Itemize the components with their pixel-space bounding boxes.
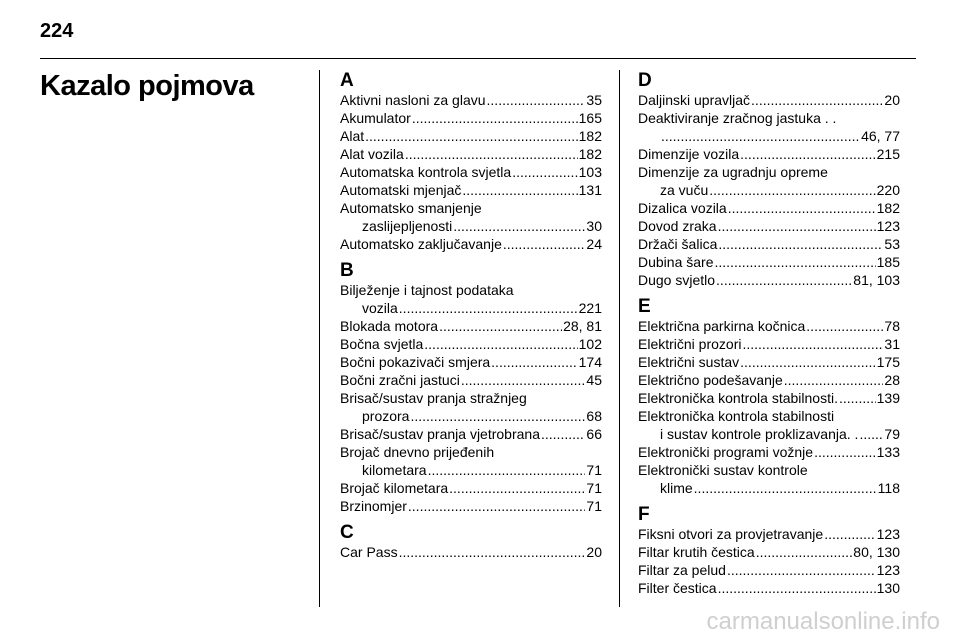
index-entry [638,543,900,561]
index-entry-term: Filter čestica [638,580,717,596]
index-entry-term: Dimenzije vozila [638,146,740,162]
index-entry-term: zaslijepljenosti [362,218,453,234]
index-page-ref: 35 [586,92,602,108]
leader-dots [694,479,877,497]
index-page-ref: 31 [884,336,900,352]
index-page-ref: 20 [884,92,900,108]
index-page-ref: 165 [578,110,602,126]
index-entry-term: Dimenzije za ugradnju opreme [638,164,828,180]
index-entry-row [340,371,602,389]
index-entry-term: Filtar za pelud [638,562,726,578]
index-entry-term: Dubina šare [638,254,714,270]
index-page-ref: 103 [578,164,602,180]
index-page-ref: 20 [586,544,602,560]
index-page-ref: 175 [876,354,900,370]
leader-dots [709,181,875,199]
leader-dots [512,163,577,181]
index-entry-term: vozila [362,300,398,316]
index-page-ref: 24 [586,236,602,252]
index-page-ref: 53 [884,236,900,252]
index-column-1 [340,71,602,569]
index-entry-term: za vuču [660,182,709,198]
index-entry-term: Alat vozila [340,146,404,162]
index-entry [638,317,900,335]
index-entry-row [638,443,900,461]
index-page-ref: 123 [876,218,900,234]
index-entry-row [340,127,602,145]
leader-dots [728,199,876,217]
index-letter-group [340,261,602,515]
index-entry-row [638,543,900,561]
index-page-ref: 66 [586,426,602,442]
index-entry [340,353,602,371]
leader-dots [439,317,562,335]
index-page-ref: 45 [586,372,602,388]
index-entry-row [638,389,900,407]
index-entry-row [340,407,602,425]
index-entry-term: Brojač kilometara [340,480,449,496]
index-entry-row [638,271,900,289]
index-entry-term: Daljinski upravljač [638,92,751,108]
index-entry-term: Električni prozori [638,336,742,352]
index-entry [340,145,602,163]
index-entry-term: Bočni pokazivači smjera [340,354,491,370]
index-entry [340,127,602,145]
index-entry-term: prozora [362,408,410,424]
leader-dots [491,353,577,371]
index-page-ref: 28 [884,372,900,388]
index-entry-row [340,479,602,497]
index-page-ref: 131 [578,182,602,198]
index-entry [638,235,900,253]
index-entry-term: Filtar krutih čestica [638,544,755,560]
index-page-ref: 30 [586,218,602,234]
leader-dots [859,425,883,443]
leader-dots [408,497,586,515]
leader-dots [410,407,585,425]
index-page-ref: 123 [876,562,900,578]
leader-dots [412,109,578,127]
index-page-ref: 78 [884,318,900,334]
index-entry-row [340,181,602,199]
index-page-ref: 28, 81 [563,318,602,334]
index-entry-row [340,299,602,317]
leader-dots [365,127,578,145]
index-entry-row [638,317,900,335]
index-entry [340,371,602,389]
index-letter: B [340,260,354,281]
index-entry [340,109,602,127]
index-entry [340,91,602,109]
index-letter: C [340,522,354,543]
index-letter: D [638,70,652,91]
leader-dots [740,145,875,163]
index-column-2 [638,71,900,605]
index-entry-term: Bočni zračni jastuci [340,372,460,388]
index-page-ref: 71 [586,462,602,478]
index-page-ref: 123 [876,526,900,542]
index-entry-row [638,217,900,235]
leader-dots [718,579,876,597]
index-entry [340,199,602,235]
index-entry [638,91,900,109]
index-entry-row [638,479,900,497]
index-letter: F [638,504,650,525]
leader-dots [718,217,876,235]
leader-dots [462,181,577,199]
index-page-ref: 79 [884,426,900,442]
leader-dots [487,91,586,109]
index-entry [638,109,900,145]
index-entry-row [340,497,602,515]
leader-dots [715,253,876,271]
index-page-ref: 182 [578,128,602,144]
index-entry-term: Car Pass [340,544,398,560]
index-entry [340,425,602,443]
leader-dots [740,353,875,371]
index-entry-row [638,127,900,145]
index-entry [638,443,900,461]
index-entry-term: i sustav kontrole proklizavanja. . [660,426,859,442]
index-entry-row [638,253,900,271]
index-entry-term: Električni sustav [638,354,740,370]
index-entry-row [638,425,900,443]
index-page-ref: 71 [586,498,602,514]
leader-dots [541,425,585,443]
header-rule [40,58,916,59]
index-entry-row [638,145,900,163]
leader-dots [503,235,586,253]
index-entry-term: Blokada motora [340,318,439,334]
index-letter: A [340,70,354,91]
index-entry [638,163,900,199]
index-entry [340,281,602,317]
index-letter-group [340,71,602,253]
index-entry-row [638,335,900,353]
index-page-ref: 220 [876,182,900,198]
index-entry-term: Elektronička kontrola stabilnosti [638,408,835,424]
index-page-ref: 81, 103 [853,272,900,288]
leader-dots [824,525,875,543]
index-entry [638,561,900,579]
index-entry-term: Dizalica vozila [638,200,727,216]
index-entry [638,199,900,217]
index-page-ref: 215 [876,146,900,162]
index-entry-term: Bilježenje i tajnost podataka [340,282,514,298]
index-entry-row [340,235,602,253]
index-entry-row [340,163,602,181]
index-entry-row [638,525,900,543]
leader-dots [428,461,586,479]
index-entry-row [340,145,602,163]
index-entry-row [638,91,900,109]
index-entry-row [638,561,900,579]
index-entry [638,461,900,497]
index-letter-group [340,523,602,561]
column-divider [319,70,320,607]
index-page-ref: 130 [876,580,900,596]
index-entry [638,371,900,389]
index-entry-row [638,579,900,597]
index-entry-term: Držači šalica [638,236,718,252]
index-page-ref: 118 [877,480,900,496]
leader-dots [814,443,876,461]
index-entry [340,181,602,199]
leader-dots [727,561,876,579]
index-page-ref: 174 [578,354,602,370]
index-page-ref: 102 [578,336,602,352]
index-page-ref: 133 [876,444,900,460]
index-page-ref: 139 [876,390,900,406]
index-page-ref: 182 [876,200,900,216]
index-entry-row [638,199,900,217]
index-entry-term: Brzinomjer [340,498,407,514]
index-entry-term: kilometara [362,462,427,478]
index-entry-term: Brisač/sustav pranja stražnjeg [340,390,527,406]
column-divider [619,70,620,607]
index-entry [340,335,602,353]
index-entry-term: Akumulator [340,110,411,126]
index-entry [638,145,900,163]
index-entry-term: Fiksni otvori za provjetravanje [638,526,824,542]
index-page-ref: 80, 130 [853,544,900,560]
index-entry [638,271,900,289]
page-number: 224 [40,20,74,42]
leader-dots [661,127,860,145]
index-entry-term: Elektronički sustav kontrole [638,462,808,478]
leader-dots [405,145,578,163]
index-entry-term: Elektronička kontrola stabilnosti. [638,390,838,406]
index-entry [638,335,900,353]
index-entry-term: Alat [340,128,365,144]
leader-dots [839,389,876,407]
index-page-ref: 68 [586,408,602,424]
index-entry-term: Električno podešavanje [638,372,783,388]
index-entry-row [340,461,602,479]
index-entry-term: Dovod zraka [638,218,717,234]
leader-dots [399,543,586,561]
index-entry-row [340,317,602,335]
index-letter: E [638,296,651,317]
index-entry-row [340,217,602,235]
index-entry-term: Automatsko smanjenje [340,200,482,216]
index-entry [340,317,602,335]
index-entry [340,235,602,253]
index-entry-term: Električna parkirna kočnica [638,318,806,334]
index-entry [638,389,900,407]
leader-dots [453,217,585,235]
index-entry-term: Brojač dnevno prijeđenih [340,444,495,460]
leader-dots [756,543,853,561]
index-entry-row [638,353,900,371]
index-entry [340,163,602,181]
index-letter-group [638,505,900,597]
index-entry-term: Automatska kontrola svjetla [340,164,512,180]
index-entry [638,525,900,543]
leader-dots [424,335,577,353]
leader-dots [718,235,883,253]
index-entry [340,497,602,515]
index-page-ref: 182 [578,146,602,162]
leader-dots [742,335,883,353]
index-entry-row [340,335,602,353]
index-page-ref: 71 [586,480,602,496]
index-entry [340,389,602,425]
index-entry [638,253,900,271]
index-entry-row [638,235,900,253]
index-page-ref: 46, 77 [861,128,900,144]
index-entry [340,479,602,497]
index-entry-term: Deaktiviranje zračnog jastuka . . [638,110,837,126]
index-page-ref: 185 [876,254,900,270]
index-entry-term: Automatsko zaključavanje [340,236,502,252]
index-entry-term: Aktivni nasloni za glavu [340,92,486,108]
index-entry-row [340,91,602,109]
leader-dots [449,479,585,497]
index-entry-row [340,353,602,371]
index-title: Kazalo pojmova [40,70,254,102]
index-entry [638,407,900,443]
index-entry [638,579,900,597]
index-entry-row [340,109,602,127]
index-letter-group [638,71,900,289]
leader-dots [806,317,883,335]
index-entry [340,443,602,479]
index-entry [340,543,602,561]
index-entry-term: klime [660,480,693,496]
index-page-ref: 221 [578,300,602,316]
watermark: carmanualsonline.info [706,608,940,635]
index-entry [638,217,900,235]
leader-dots [751,91,883,109]
index-entry-row [638,181,900,199]
index-entry-term: Elektronički programi vožnje [638,444,814,460]
index-entry-row [638,371,900,389]
index-entry [638,353,900,371]
index-entry-row [340,543,602,561]
index-entry-term: Dugo svjetlo [638,272,716,288]
index-entry-term: Bočna svjetla [340,336,424,352]
index-entry-term: Brisač/sustav pranja vjetrobrana [340,426,540,442]
leader-dots [399,299,578,317]
leader-dots [461,371,586,389]
leader-dots [784,371,884,389]
index-entry-term: Automatski mjenjač [340,182,462,198]
index-letter-group [638,297,900,497]
leader-dots [716,271,852,289]
index-entry-row [340,425,602,443]
